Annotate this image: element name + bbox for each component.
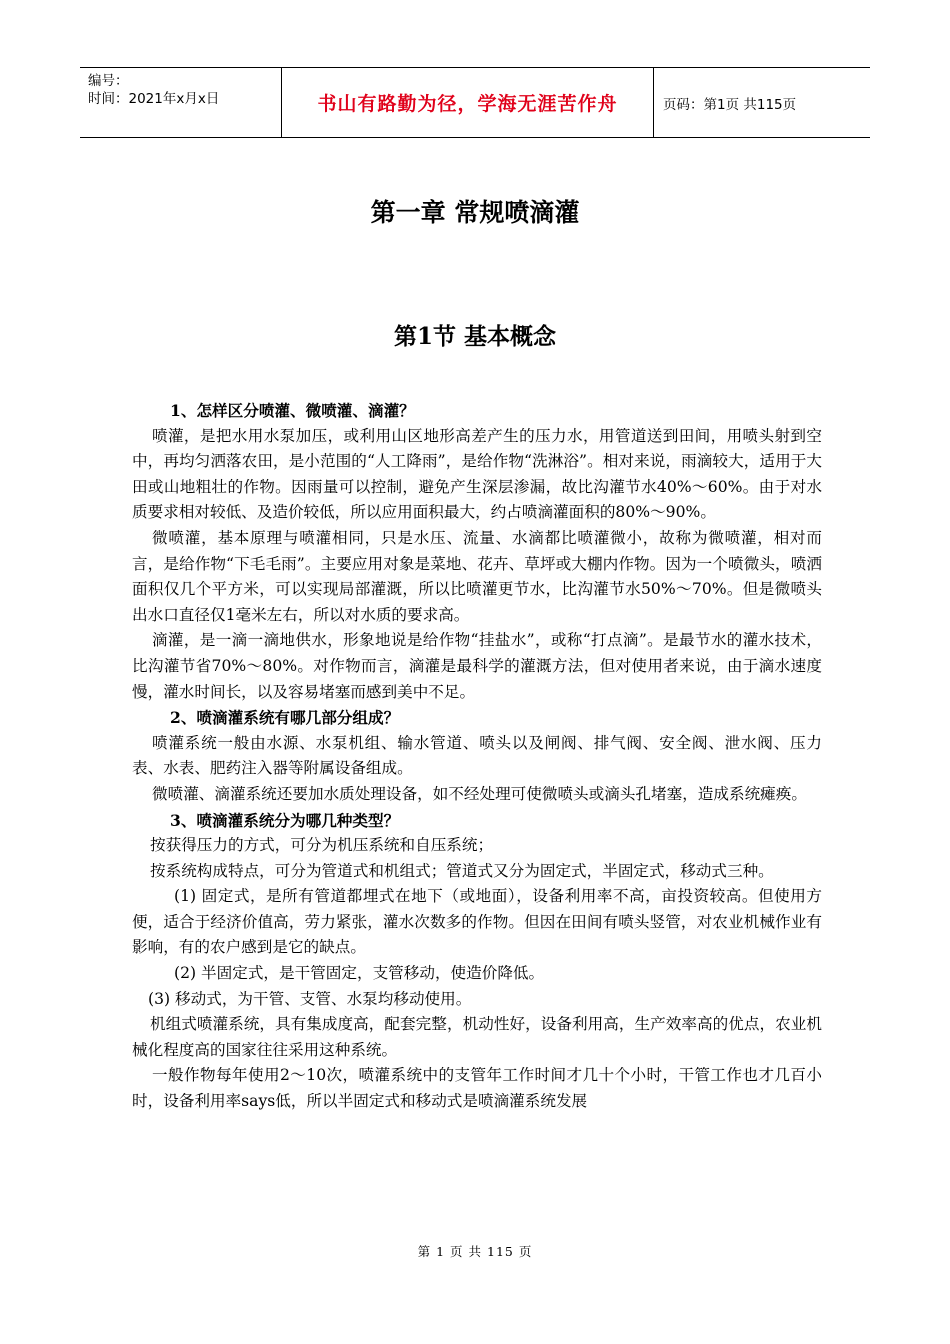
header-motto: 书山有路勤为径，学海无涯苦作舟	[281, 68, 654, 137]
header-meta	[88, 72, 278, 108]
paragraph: (3) 移动式，为干管、支管、水泵均移动使用。	[148, 989, 472, 1008]
page-header	[80, 67, 870, 138]
paragraph: 微喷灌、滴灌系统还要加水质处理设备，如不经处理可使微喷头或滴头孔堵塞，造成系统瘫痪。	[152, 784, 807, 803]
paragraph: 按获得压力的方式，可分为机压系统和自压系统；	[150, 836, 494, 855]
paragraph: 机组式喷灌系统，具有集成度高，配套完整，机动性好，设备利用高，生产效率高的优点，农业机械化程度高的国家往往采用这种系统。	[132, 1015, 822, 1059]
paragraph: 喷灌，是把水用水泵加压，或利用山区地形高差产生的压力水，用管道送到田间，用喷头射到空中，再均匀洒落农田，是小范围的“人工降雨”，是给作物“洗淋浴”。相对来说，雨滴较大，适用于大田或山地粗壮的作物。因雨量可以控制，避免产生深层渗漏，故比沟灌节水40%～60%。由于对水质要求相对较低、及造价较低，所以应用面积最大，约占喷滴灌面积的80%～90%。	[132, 426, 822, 522]
page-footer: 第 1 页 共 115 页	[417, 1244, 533, 1259]
chapter-title: 第一章 常规喷滴灌	[370, 198, 580, 227]
paragraph: (2) 半固定式，是干管固定，支管移动，使造价降低。	[174, 964, 545, 983]
question-2-heading: 2、喷滴灌系统有哪几部分组成？	[170, 708, 400, 728]
paragraph: 滴灌，是一滴一滴地供水，形象地说是给作物“挂盐水”，或称“打点滴”。是最节水的灌水技术，比沟灌节省70%～80%。对作物而言，滴灌是最科学的灌溉方法，但对使用者来说，由于滴水速度慢，灌水时间长，以及容易堵塞而感到美中不足。	[132, 631, 822, 701]
paragraph: 一般作物每年使用2～10次，喷灌系统中的支管年工作时间才几十个小时，干管工作也才几百小时，设备利用率says低，所以半固定式和移动式是喷滴灌系统发展	[132, 1066, 822, 1111]
header-page-label: 页码：第1页 共115页	[663, 96, 797, 113]
question-1-heading: 1、怎样区分喷灌、微喷灌、滴灌？	[170, 401, 415, 420]
paragraph: 按系统构成特点，可分为管道式和机组式；管道式又分为固定式，半固定式，移动式三种。	[150, 861, 774, 880]
question-3-heading: 3、喷滴灌系统分为哪几种类型？	[170, 810, 400, 830]
section-title: 第1节 基本概念	[393, 323, 556, 350]
document-number-label: 编号：	[88, 73, 129, 89]
paragraph: 微喷灌，基本原理与喷灌相同，只是水压、流量、水滴都比喷灌微小，故称为微喷灌，相对而言，是给作物“下毛毛雨”。主要应用对象是菜地、花卉、草坪或大棚内作物。因为一个喷微头，喷洒面积仅几个平方米，可以实现局部灌溉，所以比喷灌更节水，比沟灌节水50%～70%。但是微喷头出水口直径仅1毫米左右，所以对水质的要求高。	[132, 528, 822, 624]
paragraph: 喷灌系统一般由水源、水泵机组、输水管道、喷头以及闸阀、排气阀、安全阀、泄水阀、压力表、水表、肥药注入器等附属设备组成。	[132, 733, 822, 778]
paragraph: (1) 固定式，是所有管道都埋式在地下（或地面），设备利用率不高，亩投资较高。但使用方便，适合于经济价值高，劳力紧张，灌水次数多的作物。但因在田间有喷头竖管，对农业机械作业有影响，有的农户感到是它的缺点。	[132, 887, 822, 957]
document-date-label: 时间：2021年x月x日	[88, 91, 220, 107]
document-body	[132, 398, 822, 1115]
